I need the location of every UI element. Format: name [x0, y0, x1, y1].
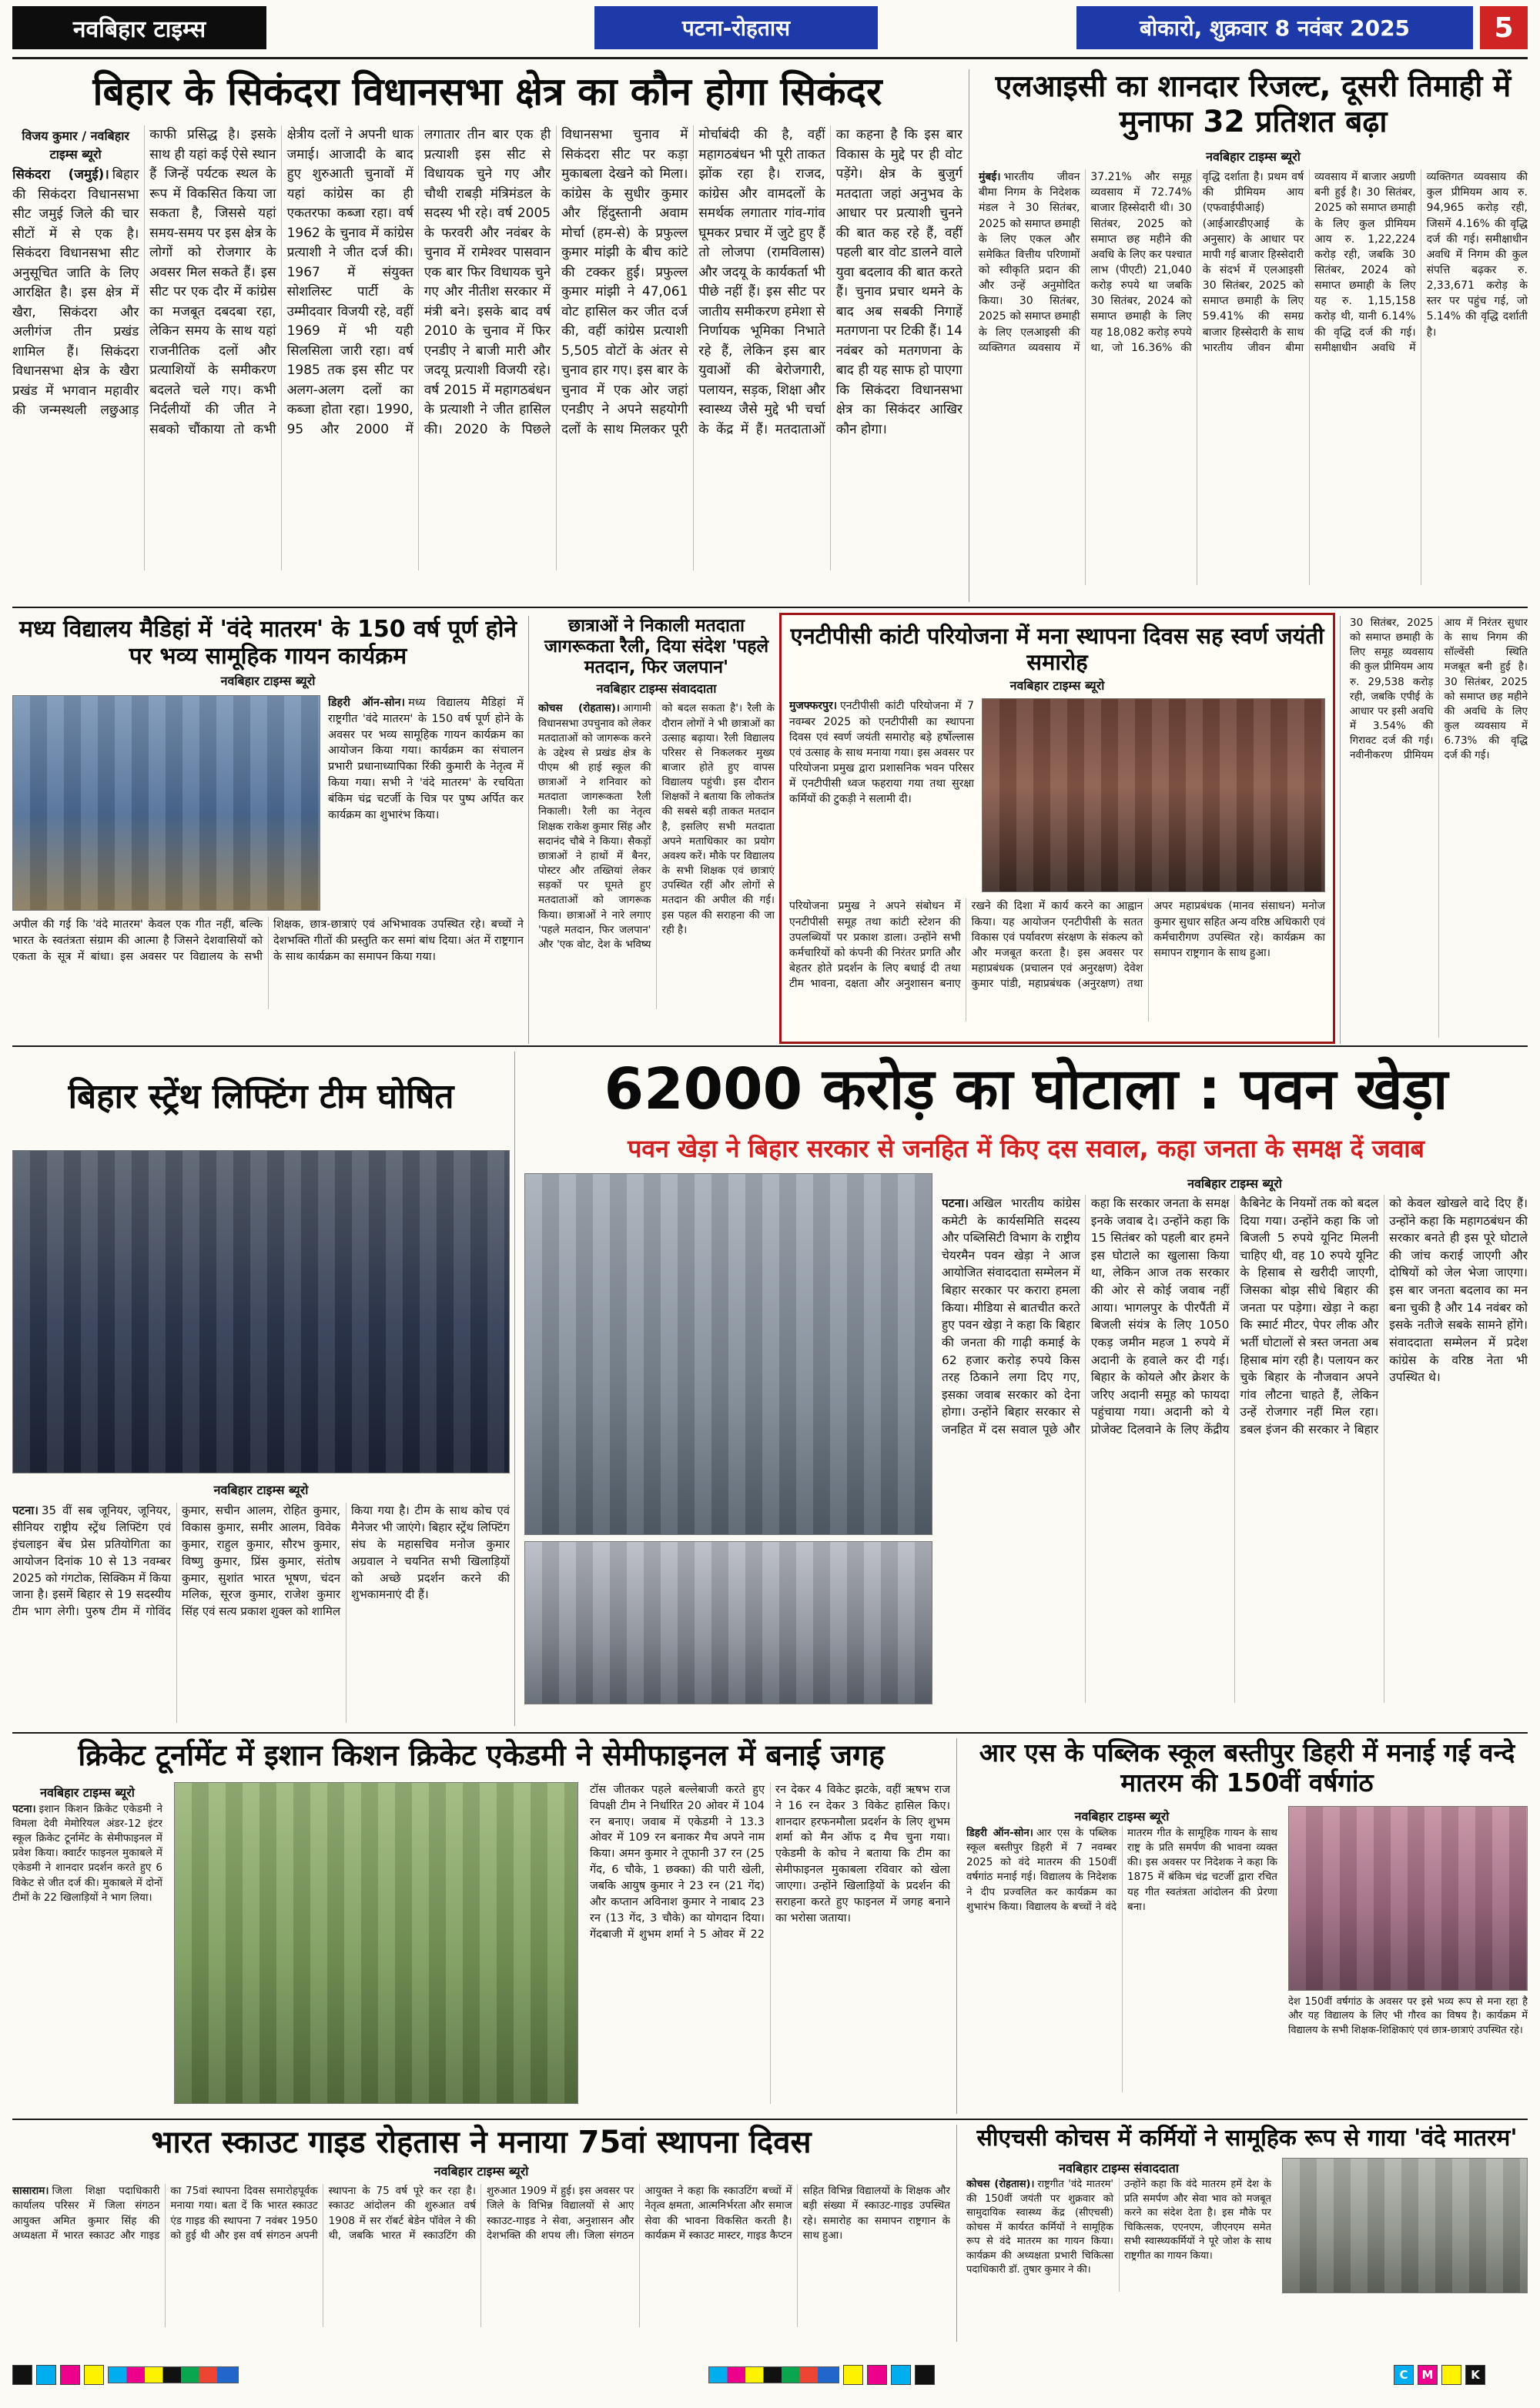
byline: नवबिहार टाइम्स ब्यूरो — [213, 1483, 309, 1497]
cyan-patch — [891, 2365, 911, 2385]
band-divider — [12, 607, 1528, 608]
yellow-patch — [84, 2365, 104, 2385]
masthead — [12, 6, 266, 49]
rsk-school-photo — [1288, 1806, 1528, 1991]
chc-staff-photo — [1282, 2158, 1528, 2293]
article-body: टॉस जीतकर पहले बल्लेबाजी करते हुए विपक्षी टीम ने निर्धारित 20 ओवर में 104 रन बनाए। जवाब में एकेडमी ने 13.3 ओवर में 109 रन बनाकर मैच अपने नाम किया। अमन कुमार ने तूफानी 37 रन (25 गेंद, 6 चौके, 1 छक्का) की पारी खेली, जबकि आयुष कुमार ने 23 रन (21 गेंद) और कप्तान अविनाश कुमार ने नाबाद 23 रन (13 गेंद, 3 चौके) का योगदान दिया। गेंदबाजी में शुभम शर्मा ने 5 ओवर में 22 रन देकर 4 विकेट झटके, वहीं ऋषभ राज ने 16 रन देकर 3 विकेट हासिल किए। शानदार हरफनमौला प्रदर्शन के लिए शुभम शर्मा को मैन ऑफ द मैच चुना गया। एकेडमी के कोच ने बताया कि टीम का सेमीफाइनल मुकाबला रविवार को खेला जाएगा। उन्होंने खिलाड़ियों के प्रदर्शन की सराहना करते हुए फाइनल में जगह बनाने का भरोसा जताया। — [590, 1783, 950, 1941]
section-label: पटना-रोहतास — [681, 15, 791, 41]
black-patch — [915, 2365, 935, 2385]
article-chc — [956, 2125, 1528, 2342]
color-strip — [708, 2366, 839, 2383]
cyan-mark: C — [1394, 2365, 1414, 2385]
article-scam — [514, 1052, 1528, 1726]
article-lic — [969, 69, 1528, 602]
headline: मध्य विद्यालय मैडिहां में 'वंदे मातरम' के 150 वर्ष पूर्ण होने पर भव्य सामूहिक गायन कार्यक्रम — [18, 616, 517, 671]
article-body: कोचस (रोहतास)। राष्ट्रगीत 'वंदे मातरम' की 150वीं जयंती पर शुक्रवार को सामुदायिक स्वास्थ्य केंद्र (सीएचसी) कोचस में कार्यरत कर्मियों ने सामूहिक रूप से वंदे मातरम का गायन किया। कार्यक्रम की अध्यक्षता प्रभारी चिकित्सा पदाधिकारी डॉ. तुषार कुमार ने की। — [966, 2179, 1113, 2276]
article-body-more: उन्होंने कहा कि वंदे मातरम हमें देश के प्रति समर्पण और सेवा भाव को मजबूत करने का संदेश देता है। इस मौके पर चिकित्सक, एएनएम, जीएनएम समेत सभी स्वास्थ्यकर्मियों ने पूरे जोश के साथ राष्ट्रगीत का गायन किया। — [1124, 2179, 1271, 2262]
article-body-more: 30 सितंबर, 2025 को समाप्त छमाही के लिए समूह व्यवसाय की कुल प्रीमियम आय रु. 29,538 करोड़ रही, जबकि एपीई के आधार पर इसी अवधि में 3.54% की गिरावट दर्ज की गई। नवीनीकरण प्रीमियम आय में निरंतर सुधार के साथ निगम की सॉल्वेंसी स्थिति मजबूत बनी हुई है। 30 सितंबर, 2025 को समाप्त छह महीने की अवधि के लिए कुल व्यवसाय में 6.73% की वृद्धि दर्ज की गई। — [1350, 617, 1528, 762]
section-banner — [594, 6, 878, 49]
black-mark: K — [1465, 2365, 1485, 2385]
headline: आर एस के पब्लिक स्कूल बस्तीपुर डिहरी में मनाई गई वन्दे मातरम की 150वीं वर्षगांठ — [979, 1737, 1515, 1798]
article-body: डिहरी ऑन-सोन। आर एस के पब्लिक स्कूल बस्तीपुर डिहरी में 7 नवम्बर 2025 को वंदे मातरम की 150वीं वर्षगांठ मनाई गई। विद्यालय के निदेशक ने दीप प्रज्वलित कर कार्यक्रम का शुभारंभ किया। विद्यालय के बच्चों ने वंदे मातरम गीत के सामूहिक गायन के साथ राष्ट्र के प्रति समर्पण की भावना व्यक्त की। इस अवसर पर निदेशक ने कहा कि 1875 में बंकिम चंद्र चटर्जी द्वारा रचित यह गीत स्वतंत्रता आंदोलन की प्रेरणा बना। — [966, 1826, 1277, 1913]
header-divider — [12, 57, 1528, 59]
print-marks-right — [1394, 2365, 1485, 2385]
article-lic-continued — [1340, 616, 1528, 1044]
byline: नवबिहार टाइम्स ब्यूरो — [1206, 149, 1301, 165]
byline: नवबिहार टाइम्स ब्यूरो — [40, 1784, 135, 1800]
dateline: डिहरी ऑन-सोन। — [966, 1826, 1033, 1839]
headline: एलआइसी का शानदार रिजल्ट, दूसरी तिमाही में मुनाफा 32 प्रतिशत बढ़ा — [995, 69, 1512, 140]
headline: 62000 करोड़ का घोटाला : पवन खेड़ा — [604, 1056, 1448, 1122]
article-body-more: अपील की गई कि 'वंदे मातरम' केवल एक गीत नहीं, बल्कि भारत के स्वतंत्रता संग्राम की आत्मा है जिसने देशवासियों को एकता के सूत्र में बांधा। इस अवसर पर विद्यालय के सभी शिक्षक, छात्र-छात्राएं एवं अभिभावक उपस्थित रहे। बच्चों ने देशभक्ति गीतों की प्रस्तुति कर समां बांध दिया। अंत में राष्ट्रगान के साथ कार्यक्रम का समापन किया गया। — [12, 918, 524, 963]
headline: बिहार के सिकंदरा विधानसभा क्षेत्र का कौन होगा सिकंदर — [92, 69, 882, 114]
school-event-photo — [12, 695, 320, 911]
article-cricket — [12, 1738, 950, 2114]
yellow-patch — [843, 2365, 863, 2385]
article-rally — [528, 616, 775, 1044]
article-ntpc — [779, 613, 1335, 1044]
dateline: पटना। — [942, 1196, 969, 1210]
subheadline: पवन खेड़ा ने बिहार सरकार से जनहित में किए दस सवाल, कहा जनता के समक्ष दें जवाब — [628, 1133, 1424, 1163]
magenta-mark: M — [1418, 2365, 1438, 2385]
masthead-title: नवबिहार टाइम्स — [72, 15, 206, 43]
dateline: पटना। — [12, 1802, 36, 1815]
byline: नवबिहार टाइम्स ब्यूरो — [434, 2164, 529, 2179]
byline: नवबिहार टाइम्स ब्यूरो — [1009, 678, 1105, 694]
article-body: मुंबई। भारतीय जीवन बीमा निगम के निदेशक मंडल ने 30 सितंबर, 2025 को समाप्त छमाही के लिए एकल और समेकित वित्तीय परिणामों को स्वीकृति प्रदान की और उन्हें अनुमोदित किया। 30 सितंबर, 2025 को समाप्त छमाही के लिए एलआइसी की व्यक्तिगत व्यवसाय में 37.21% और समूह व्यवसाय में 72.74% बाजार हिस्सेदारी थी। 30 सितंबर, 2025 को समाप्त छह महीने की अवधि के लिए कर पश्चात लाभ (पीएटी) 21,040 करोड़ रुपये था जबकि 30 सितंबर, 2024 को समाप्त छमाही के लिए यह 18,082 करोड़ रुपये था, जो 16.36% की वृद्धि दर्शाता है। प्रथम वर्ष की प्रीमियम आय (एफवाईपीआई) (आईआरडीएआई के अनुसार) के आधार पर मापी गई बाजार हिस्सेदारी के संदर्भ में एलआइसी 30 सितंबर, 2025 को समाप्त छमाही के लिए 59.41% की समग्र बाजार हिस्सेदारी के साथ भारतीय जीवन बीमा व्यवसाय में बाजार अग्रणी बनी हुई है। 30 सितंबर, 2025 को समाप्त छमाही के लिए कुल प्रीमियम आय रु. 1,22,224 करोड़ रही, जबकि 30 सितंबर, 2024 को समाप्त छमाही के लिए यह रु. 1,15,158 करोड़ थी, यानी 6.14% की वृद्धि दर्ज की गई। समीक्षाधीन अवधि में व्यक्तिगत व्यवसाय की कुल प्रीमियम आय रु. 94,965 करोड़ रही, जिसमें 4.16% की वृद्धि दर्ज की गई। समीक्षाधीन अवधि में निगम की कुल संपत्ति बढ़कर रु. 2,33,671 करोड़ के स्तर पर पहुंच गई, जो 5.14% की वृद्धि दर्शाती है। — [979, 171, 1528, 354]
byline: नवबिहार टाइम्स संवाददाता — [1059, 2161, 1179, 2176]
dateline: डिहरी ऑन-सोन। — [328, 696, 406, 709]
strength-team-photo — [12, 1150, 510, 1473]
dateline: मुंबई। — [979, 171, 1001, 184]
dateline: कोचस (रोहतास)। — [538, 702, 621, 715]
cricket-team-photo — [174, 1782, 578, 2104]
magenta-patch — [60, 2365, 80, 2385]
black-patch — [12, 2365, 32, 2385]
edition-date-banner — [1076, 6, 1473, 49]
dateline: मुजफ्फरपुर। — [789, 700, 838, 713]
headline: क्रिकेट टूर्नामेंट में इशान किशन क्रिकेट एकेडमी ने सेमीफाइनल में बनाई जगह — [78, 1738, 885, 1772]
article-strength — [12, 1052, 510, 1726]
press-speaker-photo — [524, 1541, 932, 1704]
article-body-more: परियोजना प्रमुख ने अपने संबोधन में एनटीपीसी समूह तथा कांटी स्टेशन की उपलब्धियों पर प्रकाश डाला। उन्होंने सभी कर्मचारियों को कंपनी की निरंतर प्रगति और बेहतर होते प्रदर्शन के लिए बधाई दी तथा टीम भावना, दक्षता और अनुशासन बनाए रखने की दिशा में कार्य करने का आह्वान किया। यह आयोजन एनटीपीसी के सतत विकास एवं पर्यावरण संरक्षण के संकल्प को और मजबूत करता है। इस अवसर पर महाप्रबंधक (प्रचालन एवं अनुरक्षण) देवेश कुमार पांडी, महाप्रबंधक (अनुरक्षण) तथा अपर महाप्रबंधक (मानव संसाधन) मनोज कुमार सुधार सहित अन्य वरिष्ठ अधिकारी एवं कर्मचारीगण उपस्थित रहे। कार्यक्रम का समापन राष्ट्रगान के साथ हुआ। — [789, 900, 1325, 991]
article-body-more: देश 150वीं वर्षगांठ के अवसर पर इसे भव्य रूप से मना रहा है और यह विद्यालय के लिए भी गौरव का विषय है। कार्यक्रम में विद्यालय के सभी शिक्षक-शिक्षिकाएं एवं छात्र-छात्राएं उपस्थित रहे। — [1288, 1995, 1528, 2036]
dateline: सिकंदरा (जमुई)। — [12, 167, 109, 182]
cyan-patch — [36, 2365, 56, 2385]
ntpc-ceremony-photo — [982, 698, 1325, 892]
article-body: सासाराम। जिला शिक्षा पदाधिकारी कार्यालय परिसर में जिला संगठन आयुक्त अमित कुमार सिंह की अध्यक्षता में भारत स्काउट और गाइड का 75वां स्थापना दिवस समारोहपूर्वक मनाया गया। बता दें कि भारत स्काउट एंड गाइड की स्थापना 7 नवंबर 1950 को हुई थी और इस वर्ष संगठन अपनी स्थापना के 75 वर्ष पूरे कर रहा है। स्काउट आंदोलन की शुरुआत वर्ष 1908 में सर रॉबर्ट बेडेन पॉवेल ने की थी, जबकि भारत में स्काउटिंग की शुरुआत 1909 में हुई। इस अवसर पर जिले के विभिन्न विद्यालयों से आए स्काउट-गाइड ने सेवा, अनुशासन और देशभक्ति की शपथ ली। जिला संगठन आयुक्त ने कहा कि स्काउटिंग बच्चों में नेतृत्व क्षमता, आत्मनिर्भरता और समाज सेवा की भावना विकसित करती है। कार्यक्रम में स्काउट मास्टर, गाइड कैप्टन सहित विभिन्न विद्यालयों के शिक्षक और बड़ी संख्या में स्काउट-गाइड उपस्थित रहे। समारोह का समापन राष्ट्रगान के साथ हुआ। — [12, 2185, 950, 2242]
headline: सीएचसी कोचस में कर्मियों ने सामूहिक रूप से गाया 'वंदे मातरम' — [976, 2125, 1518, 2152]
dateline: पटना। — [12, 1503, 38, 1517]
article-intro: पटना। इशान किशन क्रिकेट एकेडमी ने विमला देवी मेमोरियल अंडर-12 इंटर स्कूल क्रिकेट टूर्नामेंट के सेमीफाइनल में प्रवेश किया। क्वार्टर फाइनल मुकाबले में एकेडमी ने शानदार प्रदर्शन करते हुए 6 विकेट से जीत दर्ज की। मुकाबले में दोनों टीमों के 22 खिलाड़ियों ने भाग लिया। — [12, 1802, 162, 1904]
headline: एनटीपीसी कांटी परियोजना में मना स्थापना दिवस सह स्वर्ण जयंती समारोह — [790, 623, 1324, 676]
band-divider — [12, 1045, 1528, 1047]
print-marks-left — [12, 2365, 239, 2385]
article-school — [12, 616, 524, 1044]
magenta-patch — [867, 2365, 887, 2385]
byline: नवबिहार टाइम्स संवाददाता — [596, 681, 717, 697]
article-rsk — [956, 1738, 1528, 2114]
byline: नवबिहार टाइम्स ब्यूरो — [1187, 1176, 1282, 1191]
byline: नवबिहार टाइम्स ब्यूरो — [220, 673, 316, 688]
band-divider — [12, 1732, 1528, 1734]
headline: भारत स्काउट गाइड रोहतास ने मनाया 75वां स्थापना दिवस — [151, 2125, 812, 2160]
color-strip — [108, 2366, 239, 2383]
band-divider — [12, 2119, 1528, 2120]
dateline: सासाराम। — [12, 2185, 49, 2198]
byline: विजय कुमार / नवबिहार टाइम्स ब्यूरो — [22, 129, 129, 162]
page-number: 5 — [1494, 12, 1514, 44]
article-body: मुजफ्फरपुर। एनटीपीसी कांटी परियोजना में 7 नवम्बर 2025 को एनटीपीसी का स्थापना दिवस एवं स्वर्ण जयंती समारोह बड़े हर्षोल्लास एवं उत्साह के साथ मनाया गया। इस अवसर पर परियोजना प्रमुख द्वारा प्रशासनिक भवन परिसर में एनटीपीसी ध्वज फहराया गया तथा सुरक्षा कर्मियों की टुकड़ी ने सलामी दी। — [789, 700, 974, 806]
dateline: कोचस (रोहतास)। — [966, 2179, 1035, 2191]
headline: बिहार स्ट्रेंथ लिफ्टिंग टीम घोषित — [68, 1077, 454, 1117]
article-body: पटना। 35 वीं सब जूनियर, जूनियर, सीनियर राष्ट्रीय स्ट्रेंथ लिफ्टिंग एवं इंचलाइन बेंच प्रेस प्रतियोगिता का आयोजन दिनांक 10 से 13 नवम्बर 2025 को गंगटोक, सिक्किम में किया जाना है। इसमें बिहार से 19 सदस्यीय टीम भाग लेगी। पुरुष टीम में गोविंद कुमार, सचीन आलम, रोहित कुमार, विकास कुमार, समीर आलम, विवेक कुमार, राहुल कुमार, सौरभ कुमार, विष्णु कुमार, प्रिंस कुमार, संतोष कुमार, सुशांत भारत भूषण, चंदन मलिक, सूरज कुमार, राजेश कुमार सिंह एवं सत्य प्रकाश शुक्ल को शामिल किया गया है। टीम के साथ कोच एवं मैनेजर भी जाएंगे। बिहार स्ट्रेंथ लिफ्टिंग संघ के महासचिव मनोज कुमार अग्रवाल ने चयनित सभी खिलाड़ियों को अच्छे प्रदर्शन करने की शुभकामनाएं दी हैं। — [12, 1503, 510, 1619]
article-body: पटना। अखिल भारतीय कांग्रेस कमेटी के कार्यसमिति सदस्य और पब्लिसिटी विभाग के राष्ट्रीय चेयरमैन पवन खेड़ा ने आज आयोजित संवाददाता सम्मेलन में बिहार सरकार पर करारा हमला किया। मीडिया से बातचीत करते हुए पवन खेड़ा ने कहा कि बिहार की जनता की गाढ़ी कमाई के 62 हजार करोड़ रुपये किस तरह ठिकाने लगा दिए गए, इसका जवाब सरकार को देना होगा। उन्होंने बिहार सरकार से जनहित में दस सवाल पूछे और कहा कि सरकार जनता के समक्ष इनके जवाब दे। उन्होंने कहा कि 15 सितंबर को पहली बार हमने इस घोटाले का खुलासा किया था, लेकिन आज तक सरकार की ओर से कोई जवाब नहीं आया। भागलपुर के पीरपैंती में बिजली संयंत्र के लिए 1050 एकड़ जमीन महज 1 रुपये में अदानी के हवाले कर दी गई। बिहार के कोयले और क्रेशर के जरिए अदानी समूह को फायदा पहुंचाया गया। अदानी को ये प्रोजेक्ट दिलवाने के लिए केंद्रीय कैबिनेट के नियमों तक को बदल दिया गया। उन्होंने कहा कि जो बिजली 5 रुपये यूनिट मिलनी चाहिए थी, वह 10 रुपये यूनिट के हिसाब से खरीदी जाएगी, जिसका बोझ सीधे बिहार की जनता पर पड़ेगा। खेड़ा ने कहा कि स्मार्ट मीटर, पेपर लीक और भर्ती घोटालों से त्रस्त जनता अब हिसाब मांग रही है। पलायन कर चुके बिहार के नौजवान अपने गांव लौटना चाहते हैं, लेकिन उन्हें रोजगार नहीं मिल रहा। डबल इंजन की सरकार ने बिहार को केवल खोखले वादे दिए हैं। उन्होंने कहा कि महागठबंधन की सरकार बनते ही इस पूरे घोटाले की जांच कराई जाएगी और दोषियों को जेल भेजा जाएगा। इस बार जनता बदलाव का मन बना चुकी है और 14 नवंबर को इसके नतीजे सबके सामने होंगे। संवाददाता सम्मेलन में प्रदेश कांग्रेस के वरिष्ठ नेता भी उपस्थित थे। — [942, 1196, 1528, 1437]
article-body: कोचस (रोहतास)। आगामी विधानसभा उपचुनाव को लेकर मतदाताओं को जागरूक करने के उद्देश्य से प्रखंड क्षेत्र के पीएम श्री हाई स्कूल की छात्राओं ने शनिवार को मतदाता जागरूकता रैली निकाली। रैली का नेतृत्व शिक्षक राकेश कुमार सिंह और सदानंद चौबे ने किया। सैकड़ों छात्राओं ने हाथों में बैनर, पोस्टर और तख्तियां लेकर सड़कों पर घूमते हुए मतदाताओं को जागरूक किया। छात्राओं ने नारे लगाए 'पहले मतदान, फिर जलपान' और 'एक वोट, देश के भविष्य को बदल सकता है'। रैली के दौरान लोगों ने भी छात्राओं का उत्साह बढ़ाया। रैली विद्यालय परिसर से निकलकर मुख्य बाजार होते हुए वापस विद्यालय पहुंची। इस दौरान शिक्षकों ने बताया कि लोकतंत्र की सबसे बड़ी ताकत मतदान है, इसलिए सभी मतदाता अपने मताधिकार का प्रयोग अवश्य करें। मौके पर विद्यालय के सभी शिक्षक एवं छात्राएं उपस्थित रहीं और लोगों से मतदान की अपील की गई। इस पहल की सराहना की जा रही है। — [538, 702, 775, 951]
print-marks-center — [708, 2365, 935, 2385]
article-sikandra — [12, 69, 962, 602]
headline: छात्राओं ने निकाली मतदाता जागरूकता रैली, दिया संदेश 'पहले मतदान, फिर जलपान' — [544, 616, 769, 678]
yellow-patch — [1441, 2365, 1461, 2385]
article-body: सिकंदरा (जमुई)। बिहार की सिकंदरा विधानसभा सीट जमुई जिले की चार सीटों में से एक है। सिकंदरा विधानसभा सीट अनुसूचित जाति के लिए आरक्षित है। इस क्षेत्र में खैरा, सिकंदरा और अलीगंज तीन प्रखंड शामिल हैं। सिकंदरा विधानसभा क्षेत्र के खैरा प्रखंड में भगवान महावीर की जन्मस्थली लछुआड़ काफी प्रसिद्ध है। इसके साथ ही यहां कई ऐसे स्थान हैं जिन्हें पर्यटक स्थल के रूप में विकसित किया जा सकता है, जिससे यहां समय-समय पर इस क्षेत्र के लोगों को रोजगार के अवसर मिल सकते हैं। इस सीट पर एक दौर में कांग्रेस का मजबूत दबदबा रहा, लेकिन समय के साथ यहां राजनीतिक दलों और प्रत्याशियों के समीकरण बदलते चले गए। कभी निर्दलीयों की जीत ने सबको चौंकाया तो कभी क्षेत्रीय दलों ने अपनी धाक जमाई। आजादी के बाद हुए शुरुआती चुनावों में यहां कांग्रेस का ही एकतरफा कब्जा रहा। वर्ष 1962 के चुनाव में कांग्रेस प्रत्याशी ने जीत दर्ज की। 1967 में संयुक्त सोशलिस्ट पार्टी के उम्मीदवार विजयी रहे, वहीं 1969 में भी यही सिलसिला जारी रहा। वर्ष 1985 तक इस सीट पर अलग-अलग दलों का कब्जा होता रहा। 1990, 95 और 2000 में लगातार तीन बार एक ही प्रत्याशी इस सीट से विधायक चुने गए और चौथी राबड़ी मंत्रिमंडल के सदस्य भी रहे। वर्ष 2005 के फरवरी और नवंबर के चुनाव में रामेश्वर पासवान एक बार फिर विधायक चुने गए और नीतीश सरकार में मंत्री बने। इसके बाद वर्ष 2010 के चुनाव में फिर एनडीए ने बाजी मारी और जदयू प्रत्याशी विजयी रहे। वर्ष 2015 में महागठबंधन के प्रत्याशी ने जीत हासिल की। 2020 के पिछले विधानसभा चुनाव में सिकंदरा सीट पर कड़ा मुकाबला देखने को मिला। कांग्रेस के सुधीर कुमार और हिंदुस्तानी अवाम मोर्चा (हम-से) के प्रफुल्ल कुमार मांझी के बीच कांटे की टक्कर हुई। प्रफुल्ल कुमार मांझी ने 47,061 वोट हासिल कर जीत दर्ज की, वहीं कांग्रेस प्रत्याशी 5,505 वोटों के अंतर से चुनाव हार गए। इस बार के चुनाव में एक ओर जहां एनडीए ने अपने सहयोगी दलों के साथ मिलकर पूरी मोर्चाबंदी की है, वहीं महागठबंधन भी पूरी ताकत झोंक रहा है। राजद, कांग्रेस और वामदलों के समर्थक लगातार गांव-गांव घूमकर प्रचार में जुटे हुए हैं तो लोजपा (रामविलास) और जदयू के कार्यकर्ता भी पीछे नहीं हैं। इस सीट पर जातीय समीकरण हमेशा से निर्णायक भूमिका निभाते रहे हैं, लेकिन इस बार युवाओं की बेरोजगारी, पलायन, सड़क, शिक्षा और स्वास्थ्य जैसे मुद्दे भी चर्चा के केंद्र में हैं। मतदाताओं का कहना है कि इस बार विकास के मुद्दे पर ही वोट पड़ेंगे। क्षेत्र के बुजुर्ग मतदाता जहां अनुभव के आधार पर प्रत्याशी चुनने की बात कह रहे हैं, वहीं पहली बार वोट डालने वाले युवा बदलाव की बात करते हैं। चुनाव प्रचार थमने के बाद अब सबकी निगाहें मतगणना पर टिकी हैं। 14 नवंबर को मतगणना के बाद ही यह साफ हो पाएगा कि सिकंदरा विधानसभा क्षेत्र का सिकंदर आखिर कौन होगा। — [12, 127, 962, 437]
article-scout — [12, 2125, 950, 2342]
press-conference-photo — [524, 1173, 932, 1535]
edition-date: बोकारो, शुक्रवार 8 नवंबर 2025 — [1139, 15, 1411, 41]
page-number-badge — [1480, 6, 1528, 49]
article-body: डिहरी ऑन-सोन। मध्य विद्यालय मैडिहां में राष्ट्रगीत 'वंदे मातरम' के 150 वर्ष पूर्ण होने के अवसर पर भव्य सामूहिक गायन कार्यक्रम का आयोजन किया गया। कार्यक्रम का संचालन प्रभारी प्रधानाध्यापिका रिंकी कुमारी के नेतृत्व में किया गया। सभी ने 'वंदे मातरम' के रचयिता बंकिम चंद्र चटर्जी के चित्र पर पुष्प अर्पित कर कार्यक्रम का शुभारंभ किया। — [328, 696, 524, 821]
byline: नवबिहार टाइम्स ब्यूरो — [1074, 1808, 1170, 1824]
